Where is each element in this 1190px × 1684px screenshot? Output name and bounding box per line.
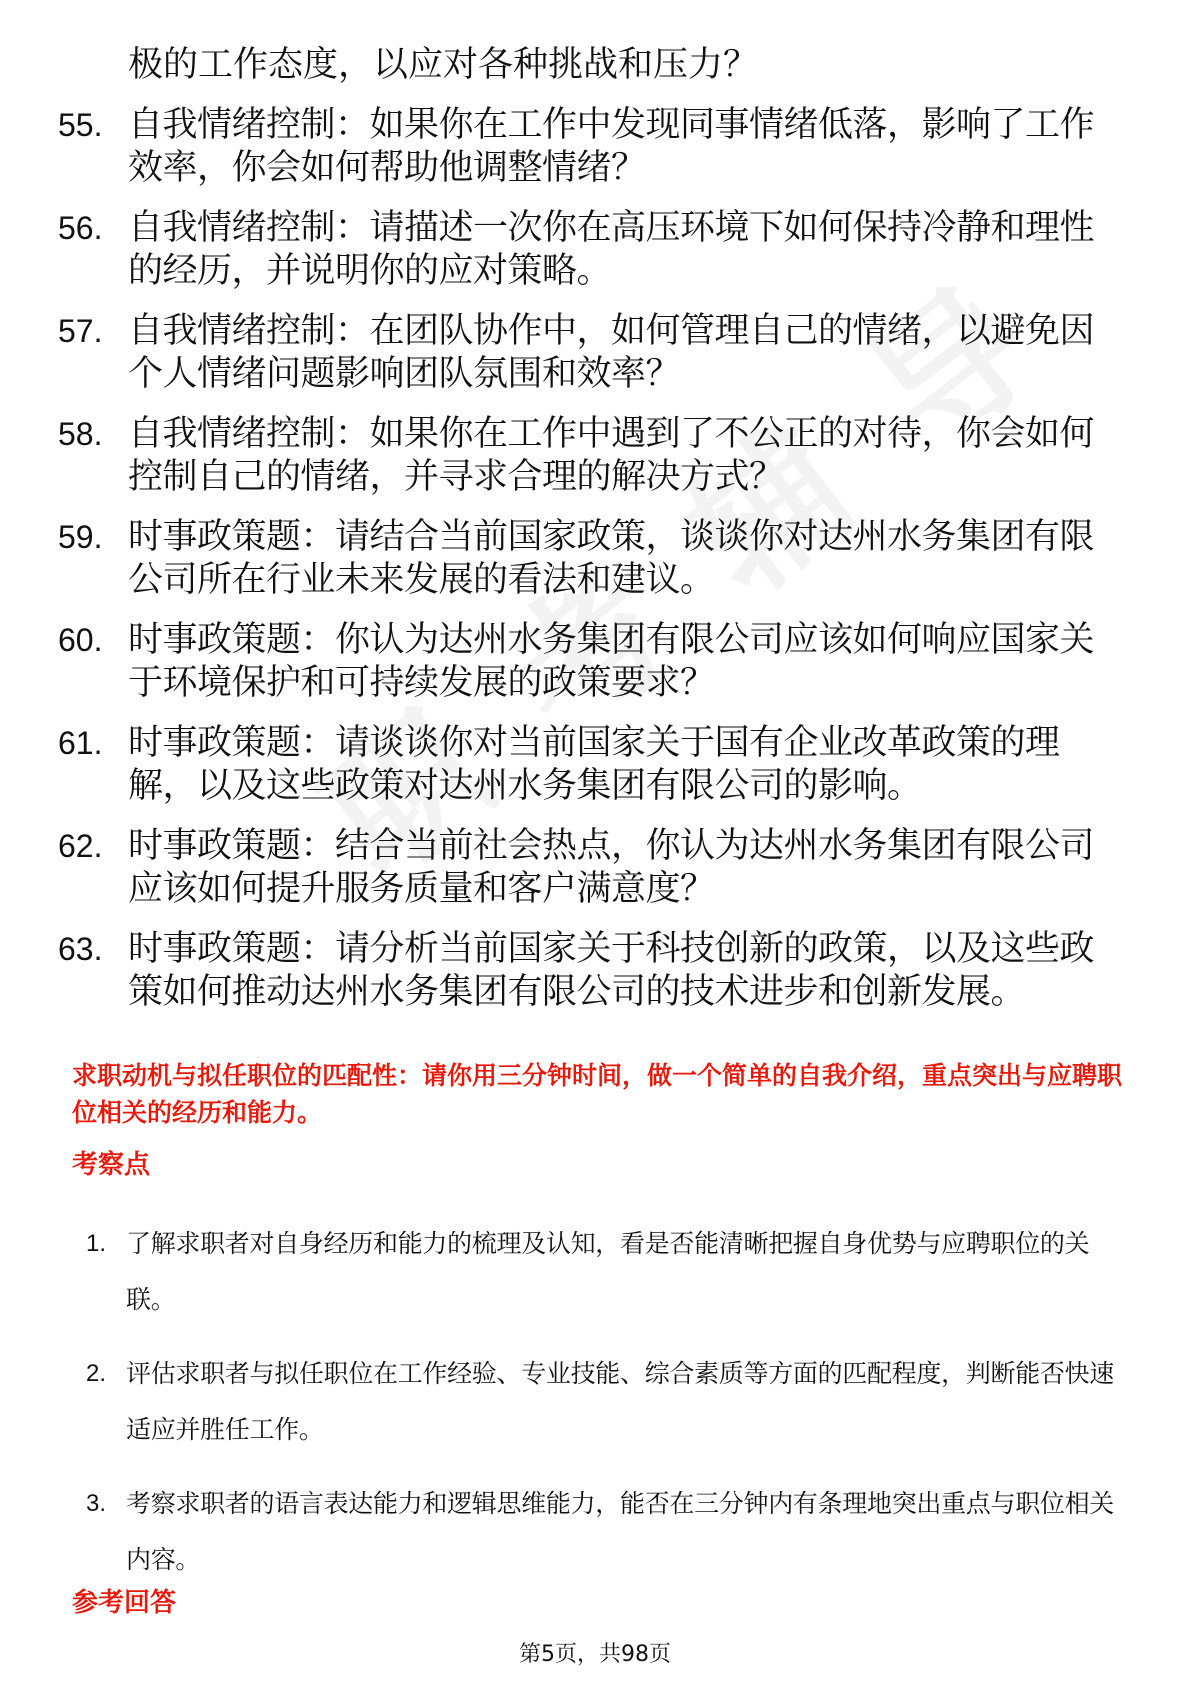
list-item [0, 1476, 1190, 1606]
question-number: 62. [58, 828, 103, 864]
point-text: 考察求职者的语言表达能力和逻辑思维能力，能否在三分钟内有条理地突出重点与职位相关内容。 [126, 1489, 1115, 1574]
examine-points-heading: 考察点 [72, 1150, 151, 1180]
question-number: 59. [58, 519, 103, 555]
question-item [0, 619, 1190, 705]
question-number: 61. [58, 725, 103, 761]
question-item [0, 722, 1190, 808]
question-item [0, 825, 1190, 911]
question-item [0, 516, 1190, 602]
question-list [0, 44, 1190, 1014]
question-text: 时事政策题：请结合当前国家政策，谈谈你对达州水务集团有限公司所在行业未来发展的看法和建议。 [128, 517, 1095, 600]
reference-answer-heading: 参考回答 [72, 1588, 177, 1618]
page-footer: 第5页，共98页 [519, 1642, 671, 1667]
examine-points-list [0, 1216, 1190, 1606]
question-number: 56. [58, 210, 103, 246]
question-text: 时事政策题：请分析当前国家关于科技创新的政策，以及这些政策如何推动达州水务集团有限公司的技术进步和创新发展。 [128, 929, 1095, 1012]
point-number: 2. [86, 1360, 107, 1387]
point-number: 3. [86, 1490, 107, 1517]
question-number: 58. [58, 416, 103, 452]
section-heading: 求职动机与拟任职位的匹配性：请你用三分钟时间，做一个简单的自我介绍，重点突出与应聘职位相关的经历和能力。 [72, 1061, 1123, 1127]
question-text: 自我情绪控制：在团队协作中，如何管理自己的情绪，以避免因个人情绪问题影响团队氛围和效率？ [128, 311, 1095, 394]
question-number: 55. [58, 107, 103, 143]
point-text: 评估求职者与拟任职位在工作经验、专业技能、综合素质等方面的匹配程度，判断能否快速适应并胜任工作。 [126, 1359, 1115, 1444]
question-text: 时事政策题：结合当前社会热点，你认为达州水务集团有限公司应该如何提升服务质量和客户满意度？ [128, 826, 1095, 909]
question-text: 时事政策题：请谈谈你对当前国家关于国有企业改革政策的理解，以及这些政策对达州水务集团有限公司的影响。 [128, 723, 1060, 806]
question-text: 自我情绪控制：请描述一次你在高压环境下如何保持冷静和理性的经历，并说明你的应对策略。 [128, 208, 1095, 291]
point-number: 1. [86, 1230, 107, 1257]
question-number: 63. [58, 931, 103, 967]
question-item [0, 207, 1190, 293]
point-text: 了解求职者对自身经历和能力的梳理及认知，看是否能清晰把握自身优势与应聘职位的关联。 [126, 1229, 1090, 1314]
list-item [0, 1216, 1190, 1346]
question-number: 57. [58, 313, 103, 349]
continuation-line: 极的工作态度，以应对各种挑战和压力？ [128, 45, 759, 85]
question-number: 60. [58, 622, 103, 658]
question-item [0, 928, 1190, 1014]
question-text: 自我情绪控制：如果你在工作中发现同事情绪低落，影响了工作效率，你会如何帮助他调整情绪？ [128, 105, 1095, 188]
question-item [0, 413, 1190, 499]
question-text: 自我情绪控制：如果你在工作中遇到了不公正的对待，你会如何控制自己的情绪，并寻求合理的解决方式？ [128, 414, 1095, 497]
question-item [0, 310, 1190, 396]
question-item [0, 104, 1190, 190]
list-item [0, 1346, 1190, 1476]
question-text: 时事政策题：你认为达州水务集团有限公司应该如何响应国家关于环境保护和可持续发展的政策要求？ [128, 620, 1095, 703]
